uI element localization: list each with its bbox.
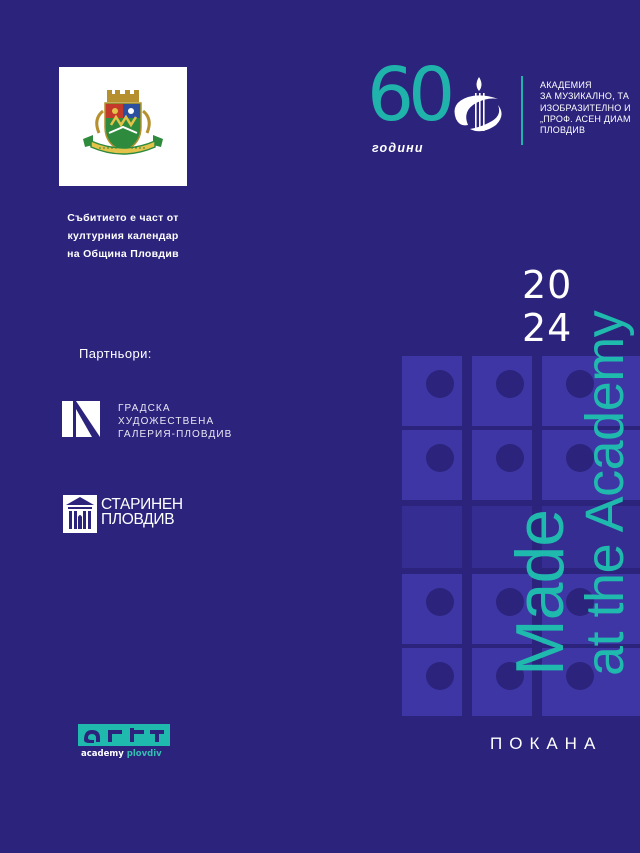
coat-of-arms-card — [59, 67, 187, 186]
academy-emblem-icon — [448, 75, 510, 137]
art-academy-icon — [78, 722, 170, 748]
calendar-note-line: културния календар — [67, 230, 179, 242]
gallery-name — [118, 402, 232, 441]
invitation-label: ПОКАНА — [490, 734, 603, 753]
gallery-name-line: ХУДОЖЕСТВЕНА — [118, 416, 215, 427]
calendar-note-line: Събитието е част от — [67, 212, 179, 224]
calendar-note-line: на Община Пловдив — [67, 248, 179, 260]
academy-word: academy — [81, 749, 124, 759]
old-plovdiv-name — [101, 497, 183, 527]
event-title-made: Made — [502, 509, 578, 676]
old-plovdiv-line: СТАРИНЕН — [101, 496, 183, 513]
old-plovdiv-line: ПЛОВДИВ — [101, 511, 175, 528]
event-title-at-the-academy: at the Academy — [575, 310, 635, 676]
municipal-calendar-note — [40, 209, 206, 263]
academy-name-line: „ПРОФ. АСЕН ДИАМ — [540, 113, 631, 124]
gallery-icon — [62, 401, 100, 437]
art-academy-plovdiv-logo — [78, 722, 174, 762]
coat-of-arms-icon — [59, 67, 187, 186]
city-art-gallery-logo — [62, 401, 242, 441]
gallery-name-line: ГАЛЕРИЯ-ПЛОВДИВ — [118, 429, 233, 440]
gallery-name-line: ГРАДСКА — [118, 403, 171, 414]
plovdiv-word: plovdiv — [126, 749, 162, 759]
anniversary-word: години — [372, 141, 424, 155]
academy-name-line: ИЗОБРАЗИТЕЛНО И — [540, 102, 631, 113]
academy-name-line: ЗА МУЗИКАЛНО, ТА — [540, 91, 630, 102]
academy-name-line: АКАДЕМИЯ — [540, 80, 592, 90]
partners-heading: Партньори: — [79, 346, 152, 361]
anniversary-number: 60 — [367, 52, 450, 138]
year-bottom: 24 — [522, 306, 573, 350]
year-top: 20 — [522, 263, 573, 307]
old-plovdiv-icon — [63, 491, 97, 533]
academy-logo-caption — [81, 749, 162, 759]
old-plovdiv-logo — [63, 491, 203, 533]
header-divider — [521, 76, 523, 145]
academy-name-line: ПЛОВДИВ — [540, 125, 586, 136]
academy-name — [540, 80, 631, 136]
